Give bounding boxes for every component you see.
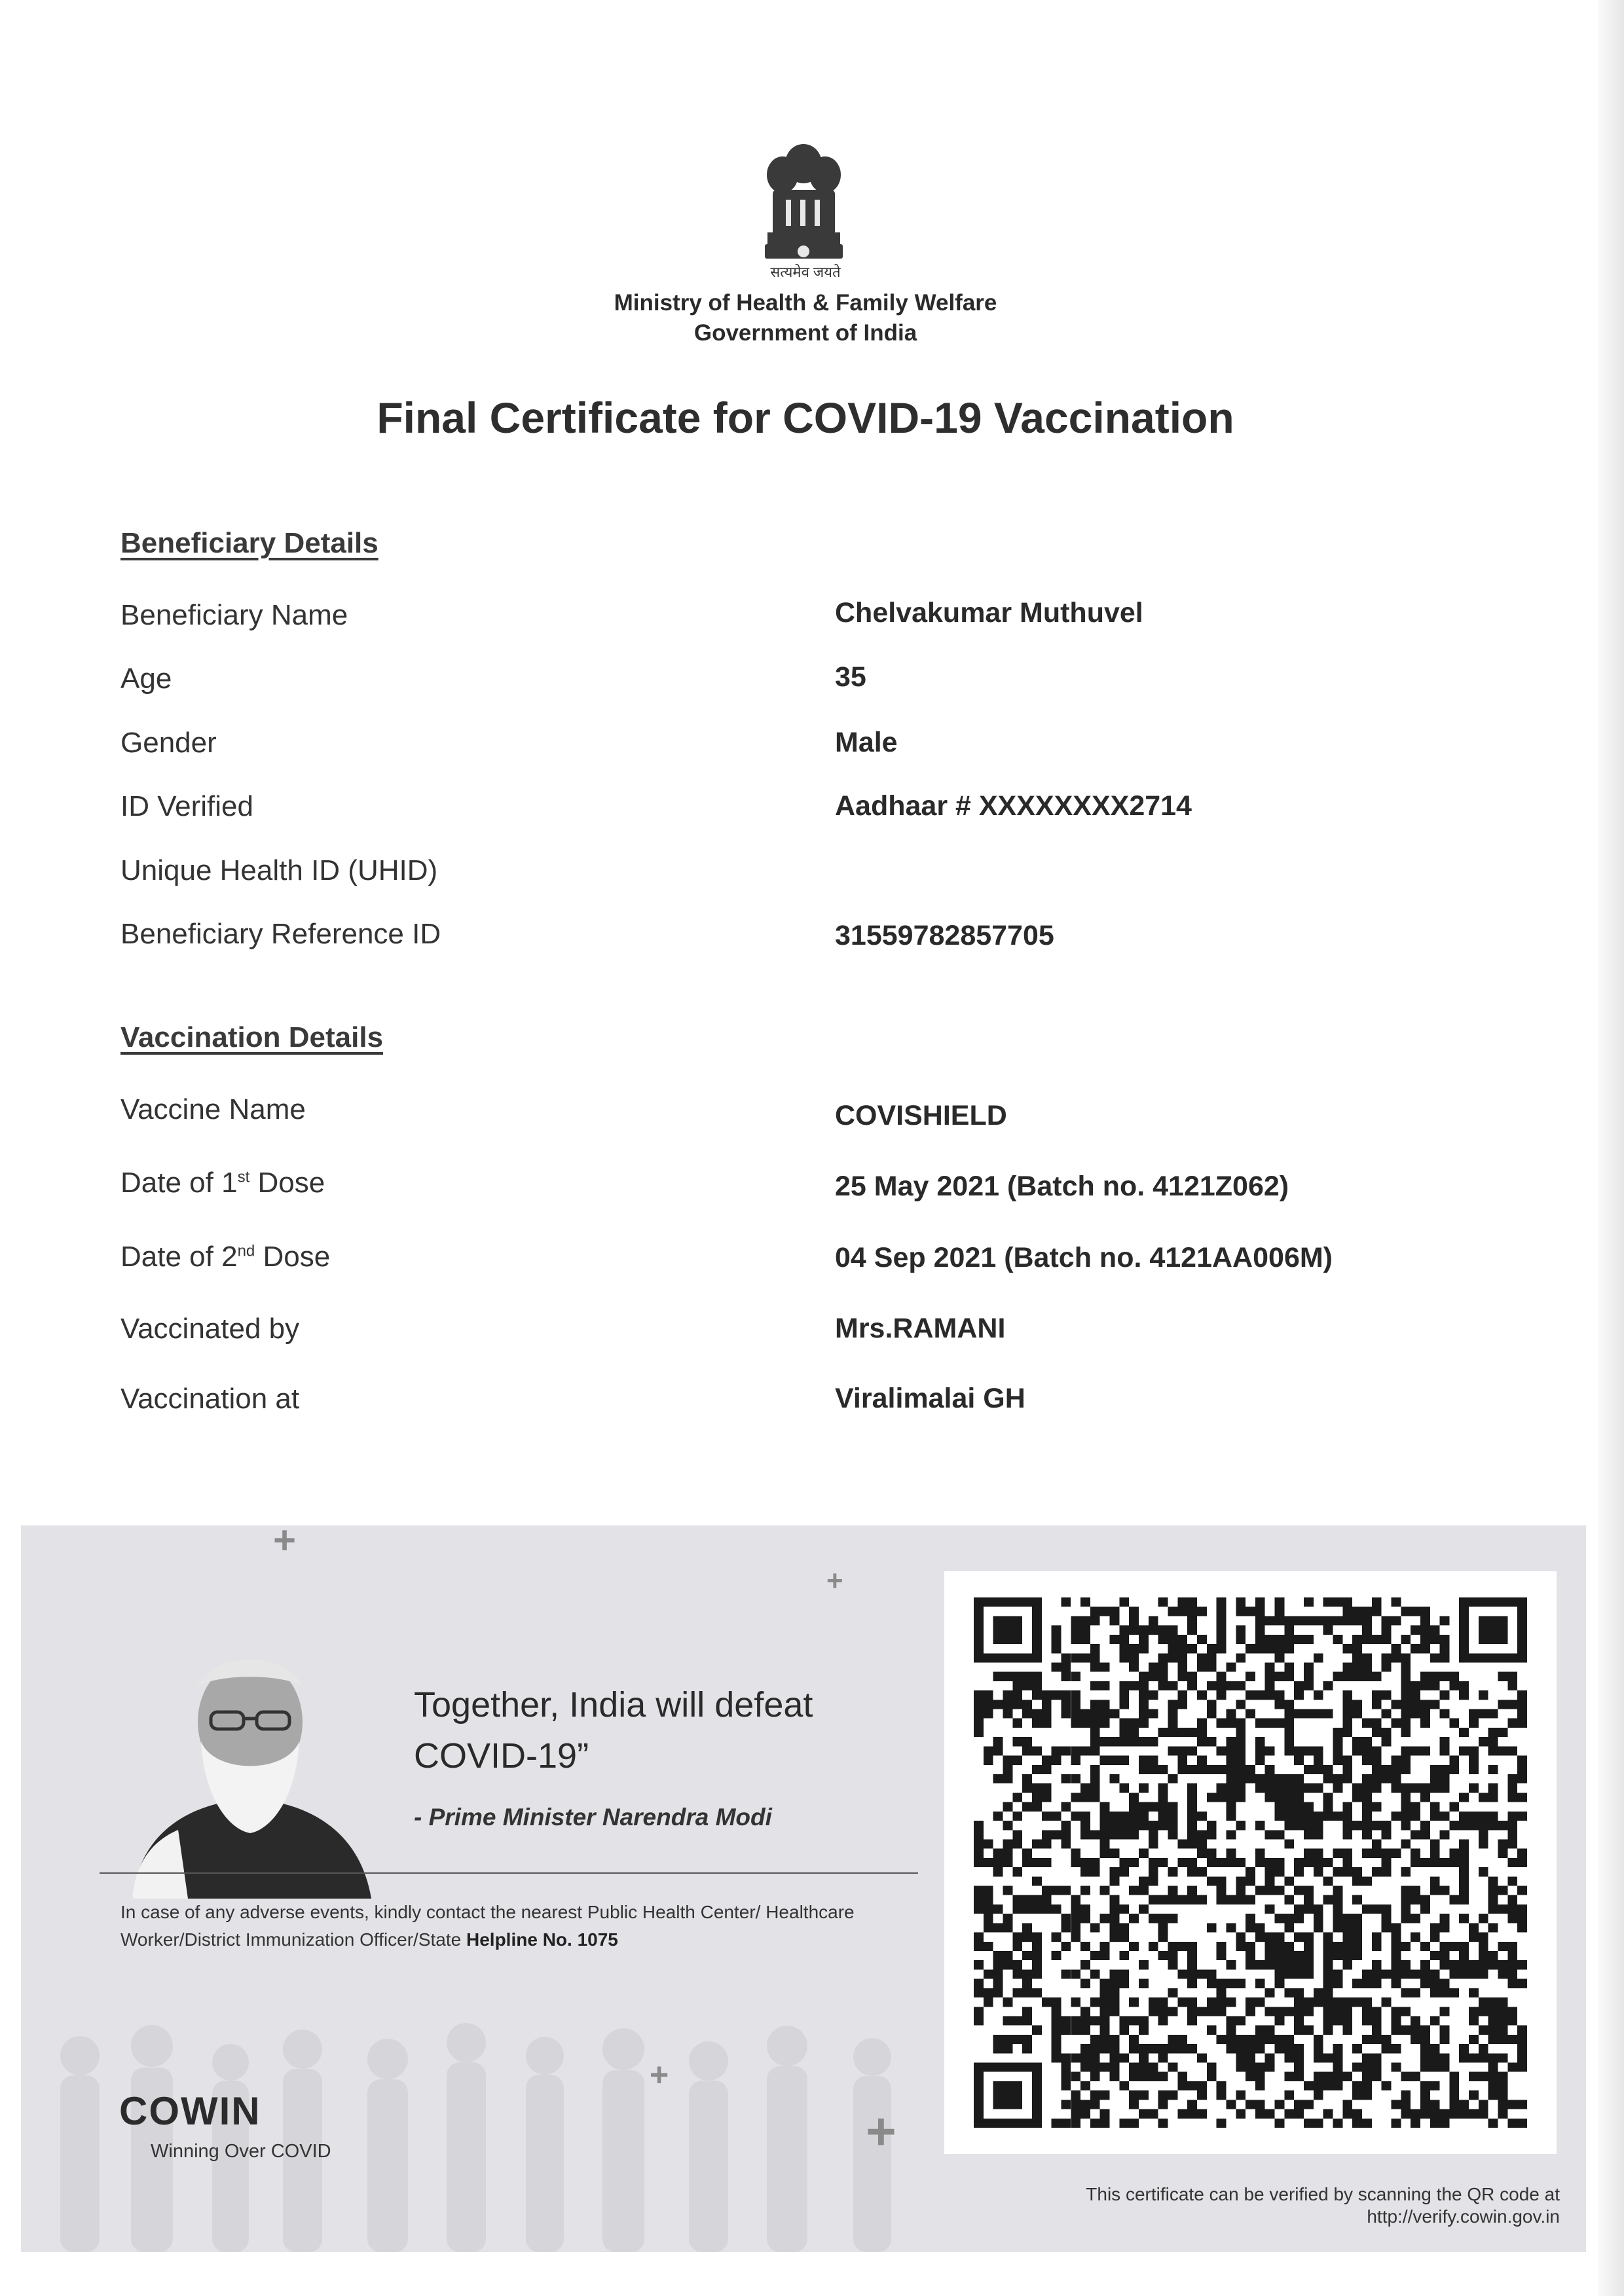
cowin-logo: COWIN xyxy=(119,2089,261,2133)
verification-note xyxy=(905,2183,1560,2228)
reference-id-value: 31559782857705 xyxy=(835,920,1054,951)
beneficiary-name-label: Beneficiary Name xyxy=(120,599,348,631)
dose1-label-suffix: Dose xyxy=(249,1167,325,1199)
vaccine-name-label: Vaccine Name xyxy=(120,1093,306,1125)
vaccinated-by-value: Mrs.RAMANI xyxy=(835,1313,1006,1344)
cowin-tagline: Winning Over COVID xyxy=(151,2141,331,2162)
age-value: 35 xyxy=(835,661,866,693)
government-name: Government of India xyxy=(693,320,917,346)
dose2-label xyxy=(120,1241,330,1273)
id-verified-label: ID Verified xyxy=(120,790,253,822)
age-label: Age xyxy=(120,663,172,695)
uhid-label: Unique Health ID (UHID) xyxy=(120,854,438,886)
emblem-motto: सत्यमेव जयते xyxy=(770,264,841,280)
vaccine-name-value: COVISHIELD xyxy=(835,1100,1007,1131)
gender-value: Male xyxy=(835,727,898,758)
beneficiary-details-heading: Beneficiary Details xyxy=(120,527,378,559)
plus-decoration-icon: + xyxy=(866,2102,896,2160)
plus-decoration-icon: + xyxy=(273,1518,297,1562)
dose1-label xyxy=(120,1167,325,1199)
prime-minister-portrait-icon xyxy=(119,1643,381,1899)
dose2-label-suffix: Dose xyxy=(255,1241,331,1273)
vaccinated-by-label: Vaccinated by xyxy=(120,1313,300,1345)
qr-code-container xyxy=(944,1571,1557,2154)
dose2-label-text: Date of 2 xyxy=(120,1241,238,1273)
cowin-footer-panel xyxy=(21,1518,1586,2252)
issuing-authority xyxy=(485,288,1126,348)
divider-line xyxy=(100,1872,918,1874)
adverse-event-advisory xyxy=(120,1899,946,1954)
qr-modules xyxy=(974,1597,1527,2128)
advisory-text: In case of any adverse events, kindly contact the nearest Public Health Center/ Healthcare Worker/District Immunization Officer/State xyxy=(120,1902,855,1950)
pm-quote: Together, India will defeat COVID-19” xyxy=(414,1685,813,1776)
dose1-label-text: Date of 1 xyxy=(120,1167,238,1199)
vaccination-details-heading: Vaccination Details xyxy=(120,1021,384,1053)
dose1-ordinal: st xyxy=(237,1168,250,1186)
dose2-value: 04 Sep 2021 (Batch no. 4121AA006M) xyxy=(835,1242,1333,1273)
beneficiary-name-value: Chelvakumar Muthuvel xyxy=(835,597,1143,629)
ministry-name: Ministry of Health & Family Welfare xyxy=(614,290,997,316)
reference-id-label: Beneficiary Reference ID xyxy=(120,918,441,950)
vaccination-at-value: Viralimalai GH xyxy=(835,1383,1025,1414)
id-verified-value: Aadhaar # XXXXXXXX2714 xyxy=(835,790,1192,822)
plus-decoration-icon: + xyxy=(650,2056,669,2093)
helpline-number: Helpline No. 1075 xyxy=(466,1929,618,1950)
dose1-value: 25 May 2021 (Batch no. 4121Z062) xyxy=(835,1171,1289,1202)
verification-qr-code xyxy=(974,1597,1527,2128)
certificate-title: Final Certificate for COVID-19 Vaccination xyxy=(377,393,1234,442)
pm-quote-attribution: - Prime Minister Narendra Modi xyxy=(414,1804,772,1831)
verification-url[interactable]: http://verify.cowin.gov.in xyxy=(1367,2206,1560,2227)
vaccination-at-label: Vaccination at xyxy=(120,1383,300,1415)
plus-decoration-icon: + xyxy=(826,1565,843,1597)
dose2-ordinal: nd xyxy=(237,1242,255,1260)
gender-label: Gender xyxy=(120,727,217,759)
scan-edge-shadow xyxy=(1598,0,1624,2296)
verification-instruction: This certificate can be verified by scanning the QR code at xyxy=(1086,2184,1560,2204)
